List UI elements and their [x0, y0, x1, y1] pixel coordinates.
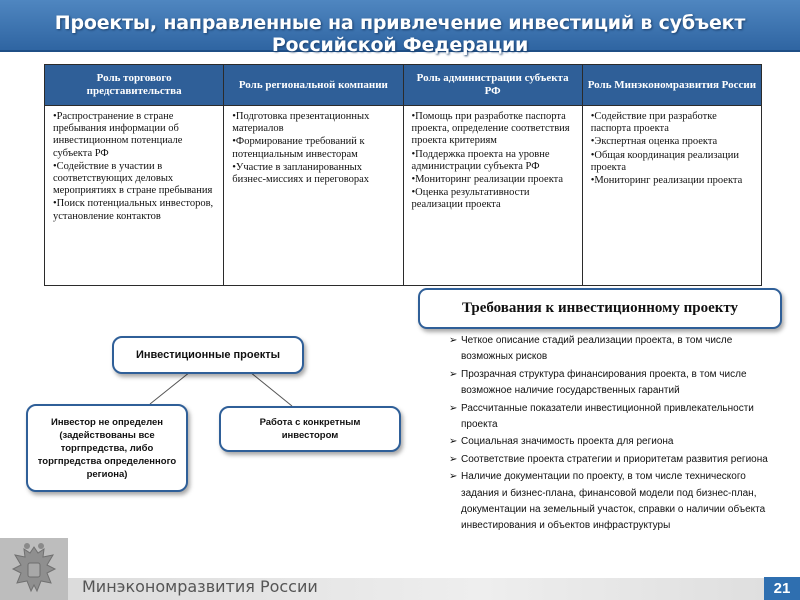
- list-item: [449, 434, 769, 450]
- roles-table: [44, 64, 762, 286]
- tree-node-undefined-investor: [26, 404, 188, 492]
- list-item: •Участие в запланированных бизнес-миссиях и переговорах: [232, 161, 369, 186]
- requirement-text: Рассчитанные показатели инвестиционной привлекательности проекта: [461, 402, 754, 431]
- arrow-bullet-icon: ➢: [449, 453, 458, 465]
- list-item: •Мониторинг реализации проекта: [411, 174, 564, 186]
- list-item: [449, 469, 769, 535]
- table-cell-administration: [403, 106, 582, 286]
- russian-coat-of-arms-icon: [0, 538, 68, 600]
- requirement-text: Четкое описание стадий реализации проекта, в том числе возможных рисков: [461, 335, 733, 363]
- tree-node-label: Инвестиционные проекты: [136, 349, 280, 361]
- list-item: •Помощь при разработке паспорта проекта, определение соответствия проекта критериям: [411, 111, 570, 147]
- list-item: [449, 333, 769, 366]
- arrow-bullet-icon: ➢: [449, 335, 458, 346]
- requirement-text: Наличие документации по проекту, в том числе технического задания и бизнес-плана, финансовой модели под бизнес-план, документации на земельный участок, справки о наличии объекта инвестирования и объектов инфраструктуры: [461, 471, 766, 532]
- list-item: •Содействие в участии в соответствующих деловых мероприятиях в стране пребывания: [53, 160, 213, 197]
- page-number: 21: [764, 577, 800, 600]
- tree-node-label: Работа с конкретным инвестором: [259, 417, 361, 441]
- requirements-title: Требования к инвестиционному проекту: [461, 300, 739, 316]
- arrow-bullet-icon: ➢: [449, 402, 458, 414]
- tree-node-investment-projects: [112, 336, 304, 374]
- list-item: •Мониторинг реализации проекта: [590, 175, 743, 187]
- list-item: •Содействие при разработке паспорта проекта: [590, 111, 717, 135]
- ministry-name: Минэкономразвития России: [82, 577, 318, 596]
- tree-node-specific-investor: [219, 406, 401, 452]
- requirement-text: Прозрачная структура финансирования проекта, в том числе возможное наличие государственных гарантий: [461, 368, 747, 397]
- title-bar: [0, 0, 800, 56]
- page-title: Проекты, направленные на привлечение инвестиций в субъект Российской Федерации: [54, 12, 746, 56]
- list-item: [449, 452, 769, 468]
- list-item: [449, 367, 769, 400]
- connector-line-left: [150, 372, 190, 404]
- table-header-ministry: Роль Минэкономразвития России: [582, 65, 761, 106]
- tree-node-label: Инвестор не определен (задействованы все торгпредства, либо торгпредства определенного региона): [37, 416, 177, 480]
- requirement-text: Социальная значимость проекта для региона: [461, 436, 674, 448]
- requirements-title-box: [418, 288, 782, 329]
- table-header-row: [45, 65, 762, 106]
- table-header-regional-company: Роль региональной компании: [224, 65, 403, 106]
- table-header-trade-mission: Роль торгового представительства: [45, 65, 224, 106]
- table-header-administration: Роль администрации субъекта РФ: [403, 65, 582, 106]
- table-cell-trade-mission: [45, 106, 224, 286]
- arrow-bullet-icon: ➢: [449, 436, 458, 448]
- requirements-list: [449, 333, 769, 536]
- list-item: •Оценка результативности реализации проекта: [411, 187, 530, 211]
- list-item: [449, 401, 769, 434]
- list-item: •Поддержка проекта на уровне администрации субъекта РФ: [411, 148, 550, 172]
- list-item: •Экспертная оценка проекта: [590, 136, 718, 148]
- list-item: •Формирование требований к потенциальным инвесторам: [232, 136, 365, 160]
- connector-line-right: [250, 372, 292, 406]
- requirement-text: Соответствие проекта стратегии и приоритетам развития региона: [461, 453, 768, 465]
- table-row: [45, 106, 762, 286]
- list-item: •Общая координация реализации проекта: [590, 149, 739, 173]
- list-item: •Распространение в стране пребывания информации об инвестиционном потенциале субъекта РФ: [53, 111, 183, 159]
- table-cell-regional-company: [224, 106, 403, 286]
- emblem-graphic: [7, 541, 61, 597]
- arrow-bullet-icon: ➢: [449, 368, 458, 380]
- arrow-bullet-icon: ➢: [449, 471, 458, 483]
- table-cell-ministry: [582, 106, 761, 286]
- list-item: •Подготовка презентационных материалов: [232, 111, 370, 135]
- list-item: •Поиск потенциальных инвесторов, установление контактов: [53, 198, 214, 222]
